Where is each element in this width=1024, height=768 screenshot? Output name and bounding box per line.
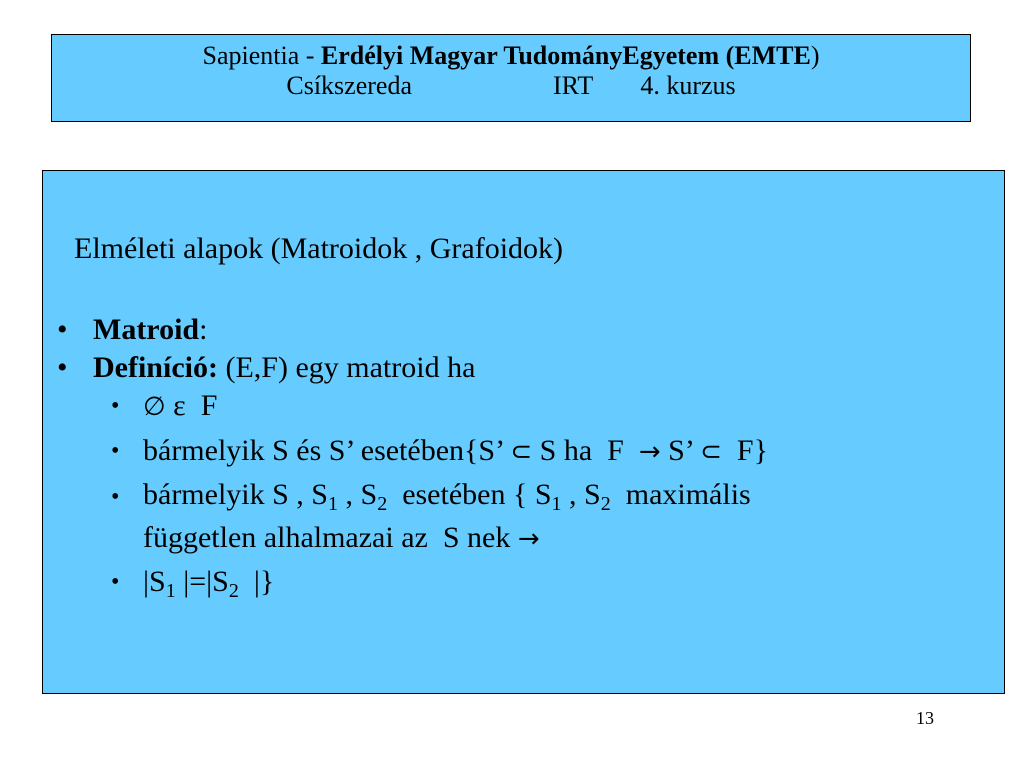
subscript: 2 xyxy=(377,493,388,515)
sub-bullet-dot: • xyxy=(111,438,120,464)
header-course: 4. kurzus xyxy=(640,71,736,100)
sub3-line2-text: független alhalmazai az S nek xyxy=(143,521,518,554)
sub-bullet-dot: • xyxy=(111,393,120,419)
empty-set-symbol: ∅ xyxy=(143,392,166,422)
sub3-line-2 xyxy=(143,517,983,559)
bullet-dot: • xyxy=(57,351,68,384)
sub2-text-a: bármelyik S és S’ esetében{S’ xyxy=(143,434,511,467)
sub3-e: maximális xyxy=(610,478,751,511)
page-number: 13 xyxy=(916,708,934,728)
bullet-list xyxy=(43,311,1003,601)
sub4-a: |S xyxy=(143,565,166,598)
slide-header xyxy=(51,34,971,122)
bullet-definition xyxy=(43,349,1003,387)
sub-bullet-cardinality xyxy=(43,563,1003,601)
bullet-matroid xyxy=(43,311,1003,349)
header-line-2 xyxy=(52,71,970,101)
sub2-text-d: F} xyxy=(721,434,768,467)
subscript: 2 xyxy=(600,493,611,515)
university-name: Erdélyi Magyar TudományEgyetem (EMTE xyxy=(320,41,811,70)
sub4-b: |=|S xyxy=(175,565,229,598)
sub2-text-b: S ha F xyxy=(532,434,639,467)
sub3-c: esetében { S xyxy=(387,478,552,511)
sub4-c: |} xyxy=(238,565,275,598)
slide-heading: Elméleti alapok (Matroidok , Grafoidok) xyxy=(74,232,564,265)
bullet-definition-rest: (E,F) egy matroid ha xyxy=(217,351,476,384)
sub3-b: , S xyxy=(338,478,378,511)
subscript: 2 xyxy=(228,580,239,602)
sub3-d: , S xyxy=(561,478,601,511)
subset-symbol: ⊂ xyxy=(700,437,722,467)
sub-bullet-subset-rule xyxy=(43,432,1003,470)
header-suffix: ) xyxy=(810,41,820,70)
sub3-a: bármelyik S , S xyxy=(143,478,328,511)
arrow-icon: → xyxy=(638,437,661,467)
subscript: 1 xyxy=(165,580,176,602)
sub-bullet-dot: • xyxy=(111,569,120,595)
sub-bullet-empty-set xyxy=(43,387,1003,425)
slide-content xyxy=(42,170,1005,694)
epsilon-symbol: ε xyxy=(173,389,186,422)
bullet-dot: • xyxy=(57,313,68,346)
sub-bullet-maximal-subsets xyxy=(43,473,983,559)
bullet-matroid-rest: : xyxy=(199,313,208,346)
subscript: 1 xyxy=(551,493,562,515)
subset-symbol: ⊂ xyxy=(510,437,533,467)
sub-bullet-dot: • xyxy=(111,484,120,510)
header-city: Csíkszereda xyxy=(286,71,412,100)
sub3-line-1 xyxy=(143,473,983,517)
bullet-definition-term: Definíció: xyxy=(93,351,218,384)
sub1-rest: F xyxy=(185,389,218,422)
bullet-matroid-term: Matroid xyxy=(93,313,200,346)
subscript: 1 xyxy=(328,493,338,515)
header-code: IRT xyxy=(552,71,594,100)
arrow-icon: → xyxy=(517,524,540,554)
sub2-text-c: S’ xyxy=(660,434,701,467)
header-prefix: Sapientia - xyxy=(202,41,321,70)
header-line-1 xyxy=(52,41,970,71)
